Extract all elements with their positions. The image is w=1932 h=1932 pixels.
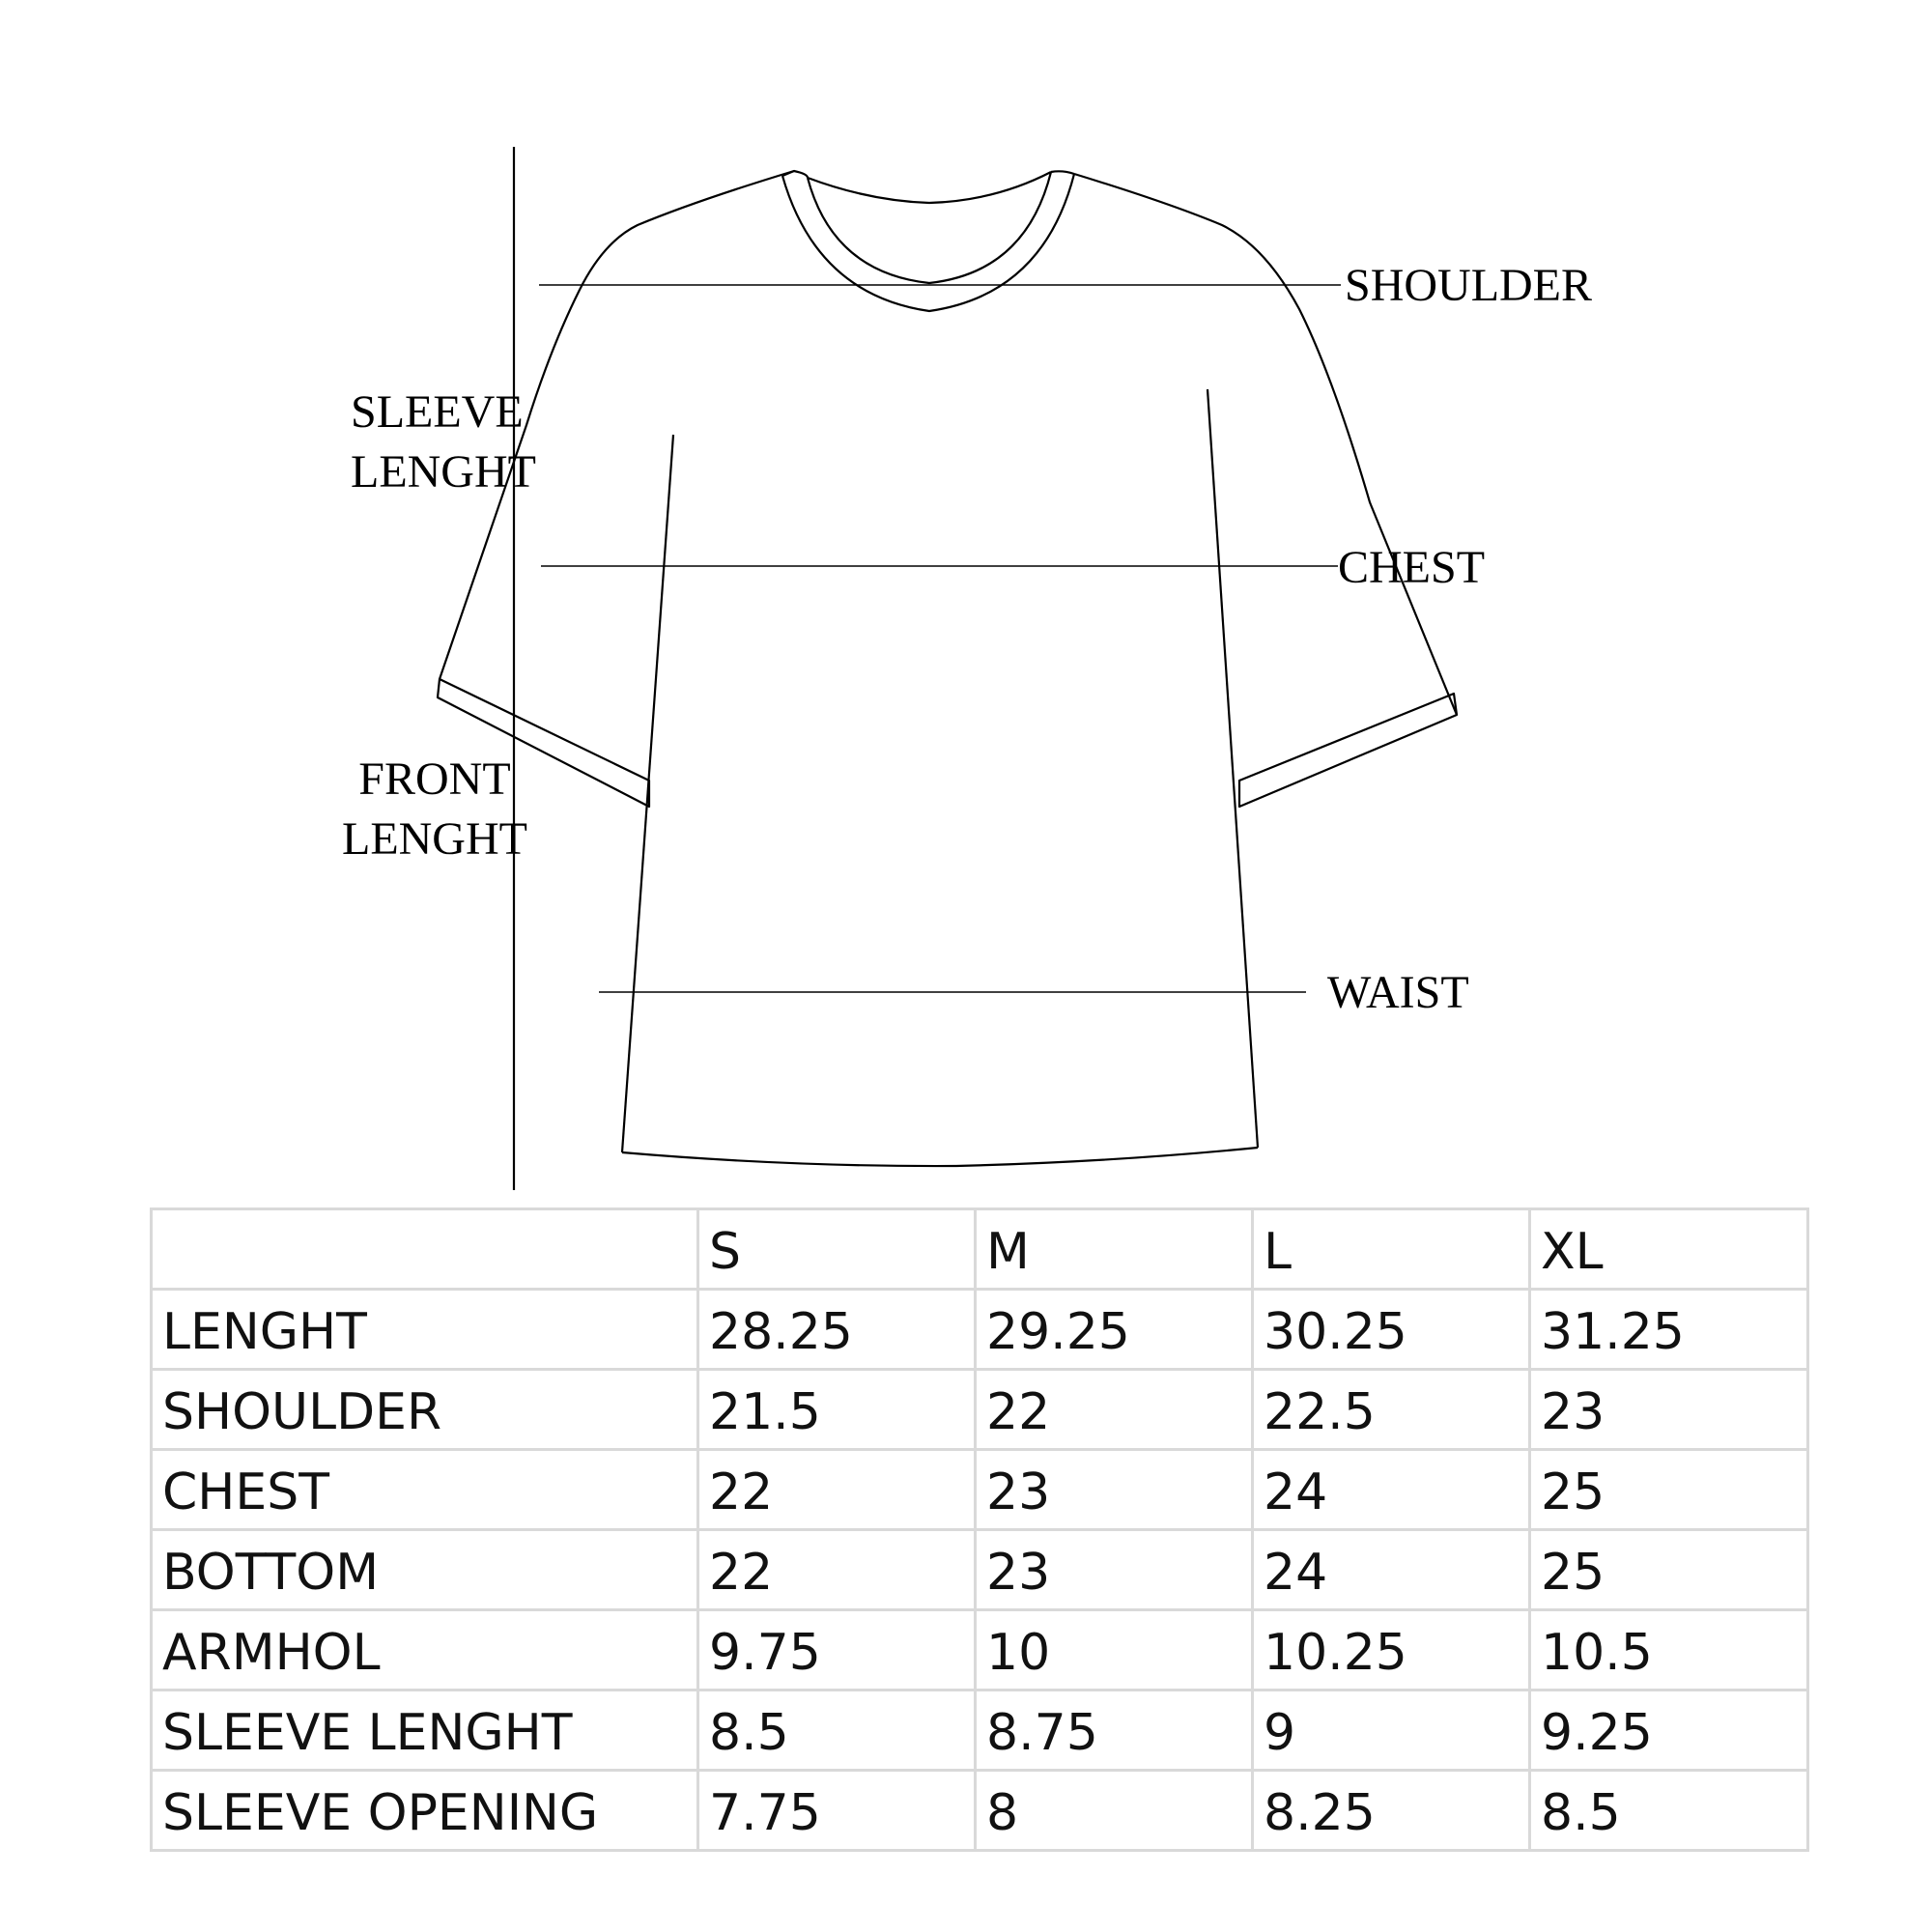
table-row xyxy=(152,1771,1808,1851)
row-label: SHOULDER xyxy=(152,1370,698,1450)
table-cell: 22 xyxy=(698,1530,976,1610)
table-cell: 8.25 xyxy=(1253,1771,1530,1851)
header-cell xyxy=(152,1209,698,1290)
table-cell: 22 xyxy=(698,1450,976,1530)
table-cell: 23 xyxy=(1530,1370,1808,1450)
table-row xyxy=(152,1370,1808,1450)
right-sleeve-band xyxy=(1239,694,1457,807)
header-cell-l: L xyxy=(1253,1209,1530,1290)
table-row xyxy=(152,1690,1808,1771)
table-header-row xyxy=(152,1209,1808,1290)
table-cell: 10.25 xyxy=(1253,1610,1530,1690)
table-cell: 25 xyxy=(1530,1450,1808,1530)
table-cell: 9.25 xyxy=(1530,1690,1808,1771)
front-length-label: FRONT LENGHT xyxy=(342,753,527,865)
row-label: SLEEVE LENGHT xyxy=(152,1690,698,1771)
table-row xyxy=(152,1530,1808,1610)
body-left-side xyxy=(622,435,673,1152)
table-cell: 30.25 xyxy=(1253,1290,1530,1370)
table-cell: 24 xyxy=(1253,1450,1530,1530)
table-cell: 22.5 xyxy=(1253,1370,1530,1450)
table-cell: 31.25 xyxy=(1530,1290,1808,1370)
table-cell: 22 xyxy=(976,1370,1253,1450)
row-label: BOTTOM xyxy=(152,1530,698,1610)
table-cell: 28.25 xyxy=(698,1290,976,1370)
table-cell: 8.5 xyxy=(1530,1771,1808,1851)
table-cell: 23 xyxy=(976,1530,1253,1610)
table-cell: 21.5 xyxy=(698,1370,976,1450)
table-cell: 8.5 xyxy=(698,1690,976,1771)
table-cell: 9.75 xyxy=(698,1610,976,1690)
collar-outer xyxy=(782,174,1074,311)
table-cell: 23 xyxy=(976,1450,1253,1530)
table-cell: 8.75 xyxy=(976,1690,1253,1771)
sleeve-length-label: SLEEVE LENGHT xyxy=(351,386,536,497)
header-cell-m: M xyxy=(976,1209,1253,1290)
row-label: ARMHOL xyxy=(152,1610,698,1690)
table-row xyxy=(152,1610,1808,1690)
header-cell-xl: XL xyxy=(1530,1209,1808,1290)
table-row xyxy=(152,1450,1808,1530)
waist-label: WAIST xyxy=(1327,967,1469,1018)
hem xyxy=(622,1148,1258,1166)
table-cell: 24 xyxy=(1253,1530,1530,1610)
table-cell: 7.75 xyxy=(698,1771,976,1851)
table-row xyxy=(152,1290,1808,1370)
table-cell: 29.25 xyxy=(976,1290,1253,1370)
size-chart-table xyxy=(150,1208,1809,1852)
row-label: SLEEVE OPENING xyxy=(152,1771,698,1851)
table-cell: 8 xyxy=(976,1771,1253,1851)
chest-label: CHEST xyxy=(1338,542,1486,593)
table-cell: 9 xyxy=(1253,1690,1530,1771)
row-label: LENGHT xyxy=(152,1290,698,1370)
body-right-side xyxy=(1208,389,1258,1148)
header-cell-s: S xyxy=(698,1209,976,1290)
table-cell: 25 xyxy=(1530,1530,1808,1610)
shoulder-label: SHOULDER xyxy=(1345,260,1593,311)
right-sleeve-outline xyxy=(1074,174,1457,715)
table-cell: 10.5 xyxy=(1530,1610,1808,1690)
table-cell: 10 xyxy=(976,1610,1253,1690)
row-label: CHEST xyxy=(152,1450,698,1530)
